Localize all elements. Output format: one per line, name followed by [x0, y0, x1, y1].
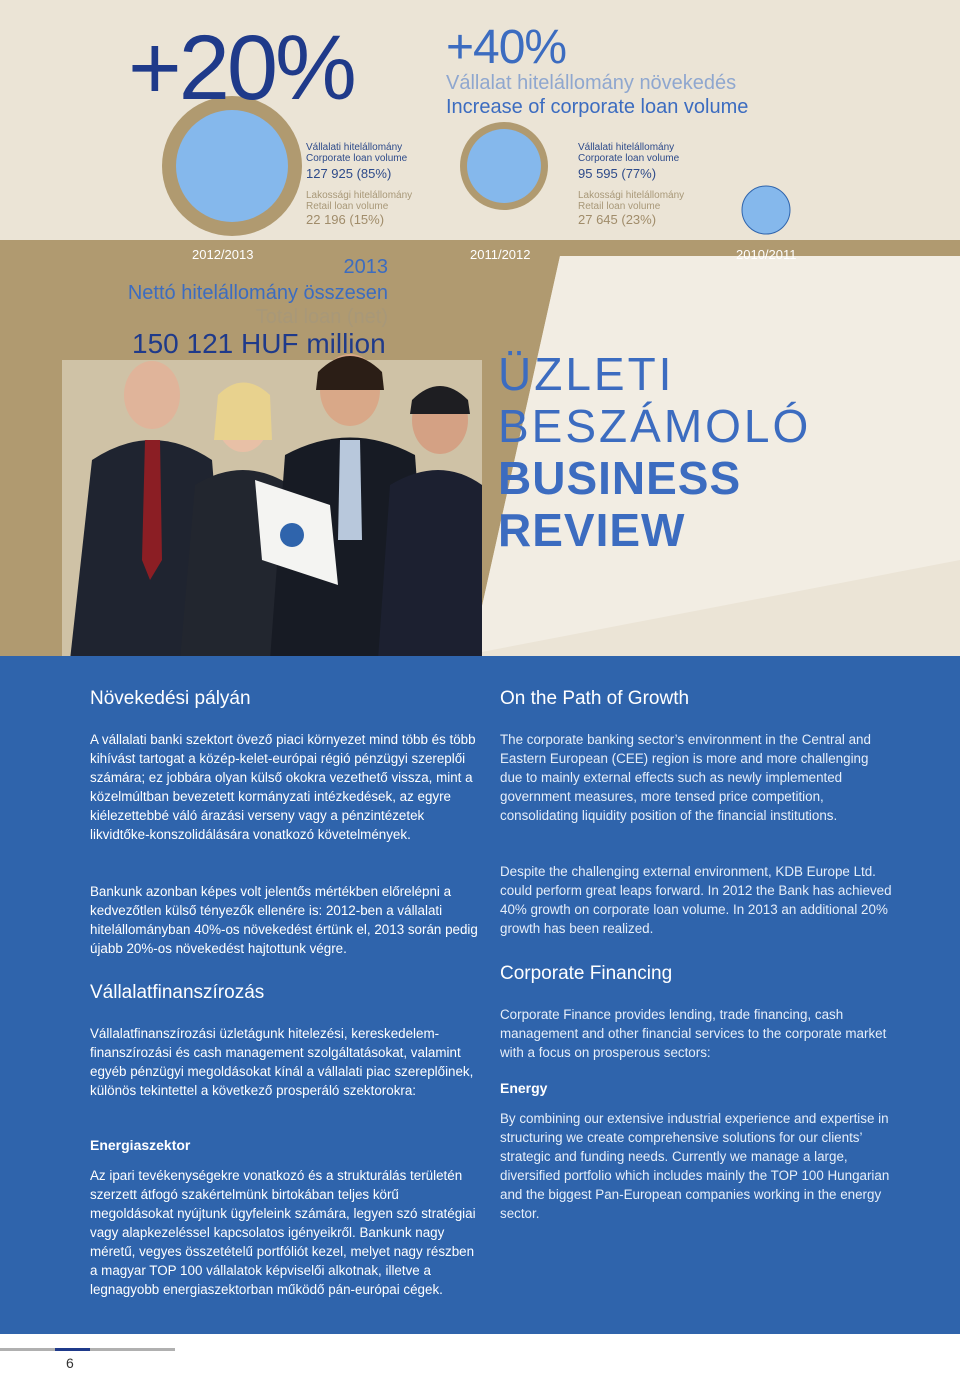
c1-corp-label-hu: Vállalati hitelállomány [306, 142, 403, 153]
c1-retail-label-en: Retail loan volume [306, 201, 389, 212]
page-number: 6 [66, 1355, 74, 1371]
donut-2012-corporate [467, 129, 541, 203]
c1-corp-label-en: Corporate loan volume [306, 153, 408, 164]
total-value: 150 121 HUF million [132, 328, 386, 359]
footer-rule-grey [0, 1348, 55, 1351]
year-2012-2013: 2012/2013 [192, 247, 254, 262]
year-2010-2011: 2010/2011 [736, 247, 797, 262]
left-para-2: Bankunk azonban képes volt jelentős mértékben előrelépni a kedvezőtlen külső tényezők ellenére is: 2012-ben a vállalati hitelállományban 40%-os növekedést értünk el, 2013 során pedig újabb 20%-os növekedést hajtottunk végre. [90, 884, 478, 956]
left-para-3: Vállalatfinanszírozási üzletágunk hitelezési, kereskedelem-finanszírozási és cash management szolgáltatásokat, valamint egyéb pénzügyi megoldásokat kínál a vállalati piac szereplőinek, különös tekintettel a következő prosperáló szektorokra: [90, 1026, 474, 1098]
section-title-en-2: REVIEW [498, 504, 686, 556]
growth-label-en: Increase of corporate loan volume [446, 96, 749, 118]
c1-corp-value: 127 925 (85%) [306, 166, 392, 181]
left-sub-energy: Energiaszektor [90, 1137, 191, 1153]
total-year: 2013 [343, 256, 388, 278]
right-para-2: Despite the challenging external environment, KDB Europe Ltd. could perform great leaps forward. In 2012 the Bank has achieved 40% growth on corporate loan volume. In 2013 an additional 20% growth has been realized. [500, 864, 892, 936]
donut-2011-corporate [742, 186, 790, 234]
c2-retail-label-en: Retail loan volume [578, 201, 661, 212]
section-title-hu-1: ÜZLETI [498, 348, 675, 400]
section-title-en-1: BUSINESS [498, 452, 742, 504]
growth-label-hu: Vállalat hitelállomány növekedés [446, 72, 737, 94]
business-team-photo [62, 354, 482, 660]
left-heading-corporate: Vállalatfinanszírozás [90, 982, 265, 1003]
right-heading-corporate: Corporate Financing [500, 963, 673, 984]
footer-rule-grey-2 [90, 1348, 175, 1351]
right-para-3: Corporate Finance provides lending, trade financing, cash management and other financial services to the corporate market with a focus on prosperous sectors: [500, 1007, 887, 1060]
left-heading-growth: Növekedési pályán [90, 688, 251, 709]
c1-retail-value: 22 196 (15%) [306, 212, 385, 227]
c2-corp-label-en: Corporate loan volume [578, 153, 680, 164]
donut-2013-corporate [176, 110, 288, 222]
c1-retail-label-hu: Lakossági hitelállomány [306, 190, 413, 201]
c2-retail-value: 27 645 (23%) [578, 212, 657, 227]
growth-2013-percent: +20% [128, 17, 354, 119]
right-para-4: By combining our extensive industrial experience and expertise in structuring we create comprehensive solutions for our clients’ strategic and funding needs. Currently we manage a large, diversified portfolio which includes mainly the TOP 100 Hungarian and the biggest Pan-European companies working in the energy sector. [500, 1111, 890, 1221]
right-para-1: The corporate banking sector’s environment in the Central and Eastern European (CEE) region is more and more challenging due to mainly external effects such as newly implemented government measures, more tensed price competition, consolidating liquidity position of the financial institutions. [500, 732, 871, 823]
year-2011-2012: 2011/2012 [470, 247, 531, 262]
right-sub-energy: Energy [500, 1080, 548, 1096]
section-title-hu-2: BESZÁMOLÓ [498, 400, 812, 452]
footer-rule-blue [55, 1348, 90, 1351]
c2-corp-value: 95 595 (77%) [578, 166, 657, 181]
left-para-4: Az ipari tevékenységekre vonatkozó és a strukturálás területén szerzett átfogó szakértelmünk birtokában teljes körű megoldásokat nyújtunk ügyfeleink számára, legyen szó stratégiai vagy alapkezeléssel kapcsolatos igényeikről. Bankunk nagy méretű, vegyes összetételű portfóliót kezel, melyet nagy részben a magyar TOP 100 vállalatok képviselői alkotnak, illetve a legnagyobb energiaszektorban működő pán-európai cégek. [90, 1168, 476, 1297]
c2-retail-label-hu: Lakossági hitelállomány [578, 190, 685, 201]
total-label-hu: Nettó hitelállomány összesen [127, 282, 388, 304]
left-para-1: A vállalati banki szektort övező piaci környezet mind több és több kihívást tartogat a közép-kelet-európai régió pénzügyi szereplői számára; ez jobbára olyan külső okokra vezethető vissza, mint a közelmúltban bevezetett kormányzati intézkedések, az egyre kiélezettebbé váló árazási verseny vagy a pénzintézetek likvidtőke-konszolidálására vonatkozó követelmények. [90, 732, 476, 842]
total-label-en: Total loan (net) [255, 306, 388, 328]
right-heading-growth: On the Path of Growth [500, 688, 690, 709]
growth-2012-percent: +40% [446, 21, 567, 74]
c2-corp-label-hu: Vállalati hitelállomány [578, 142, 675, 153]
